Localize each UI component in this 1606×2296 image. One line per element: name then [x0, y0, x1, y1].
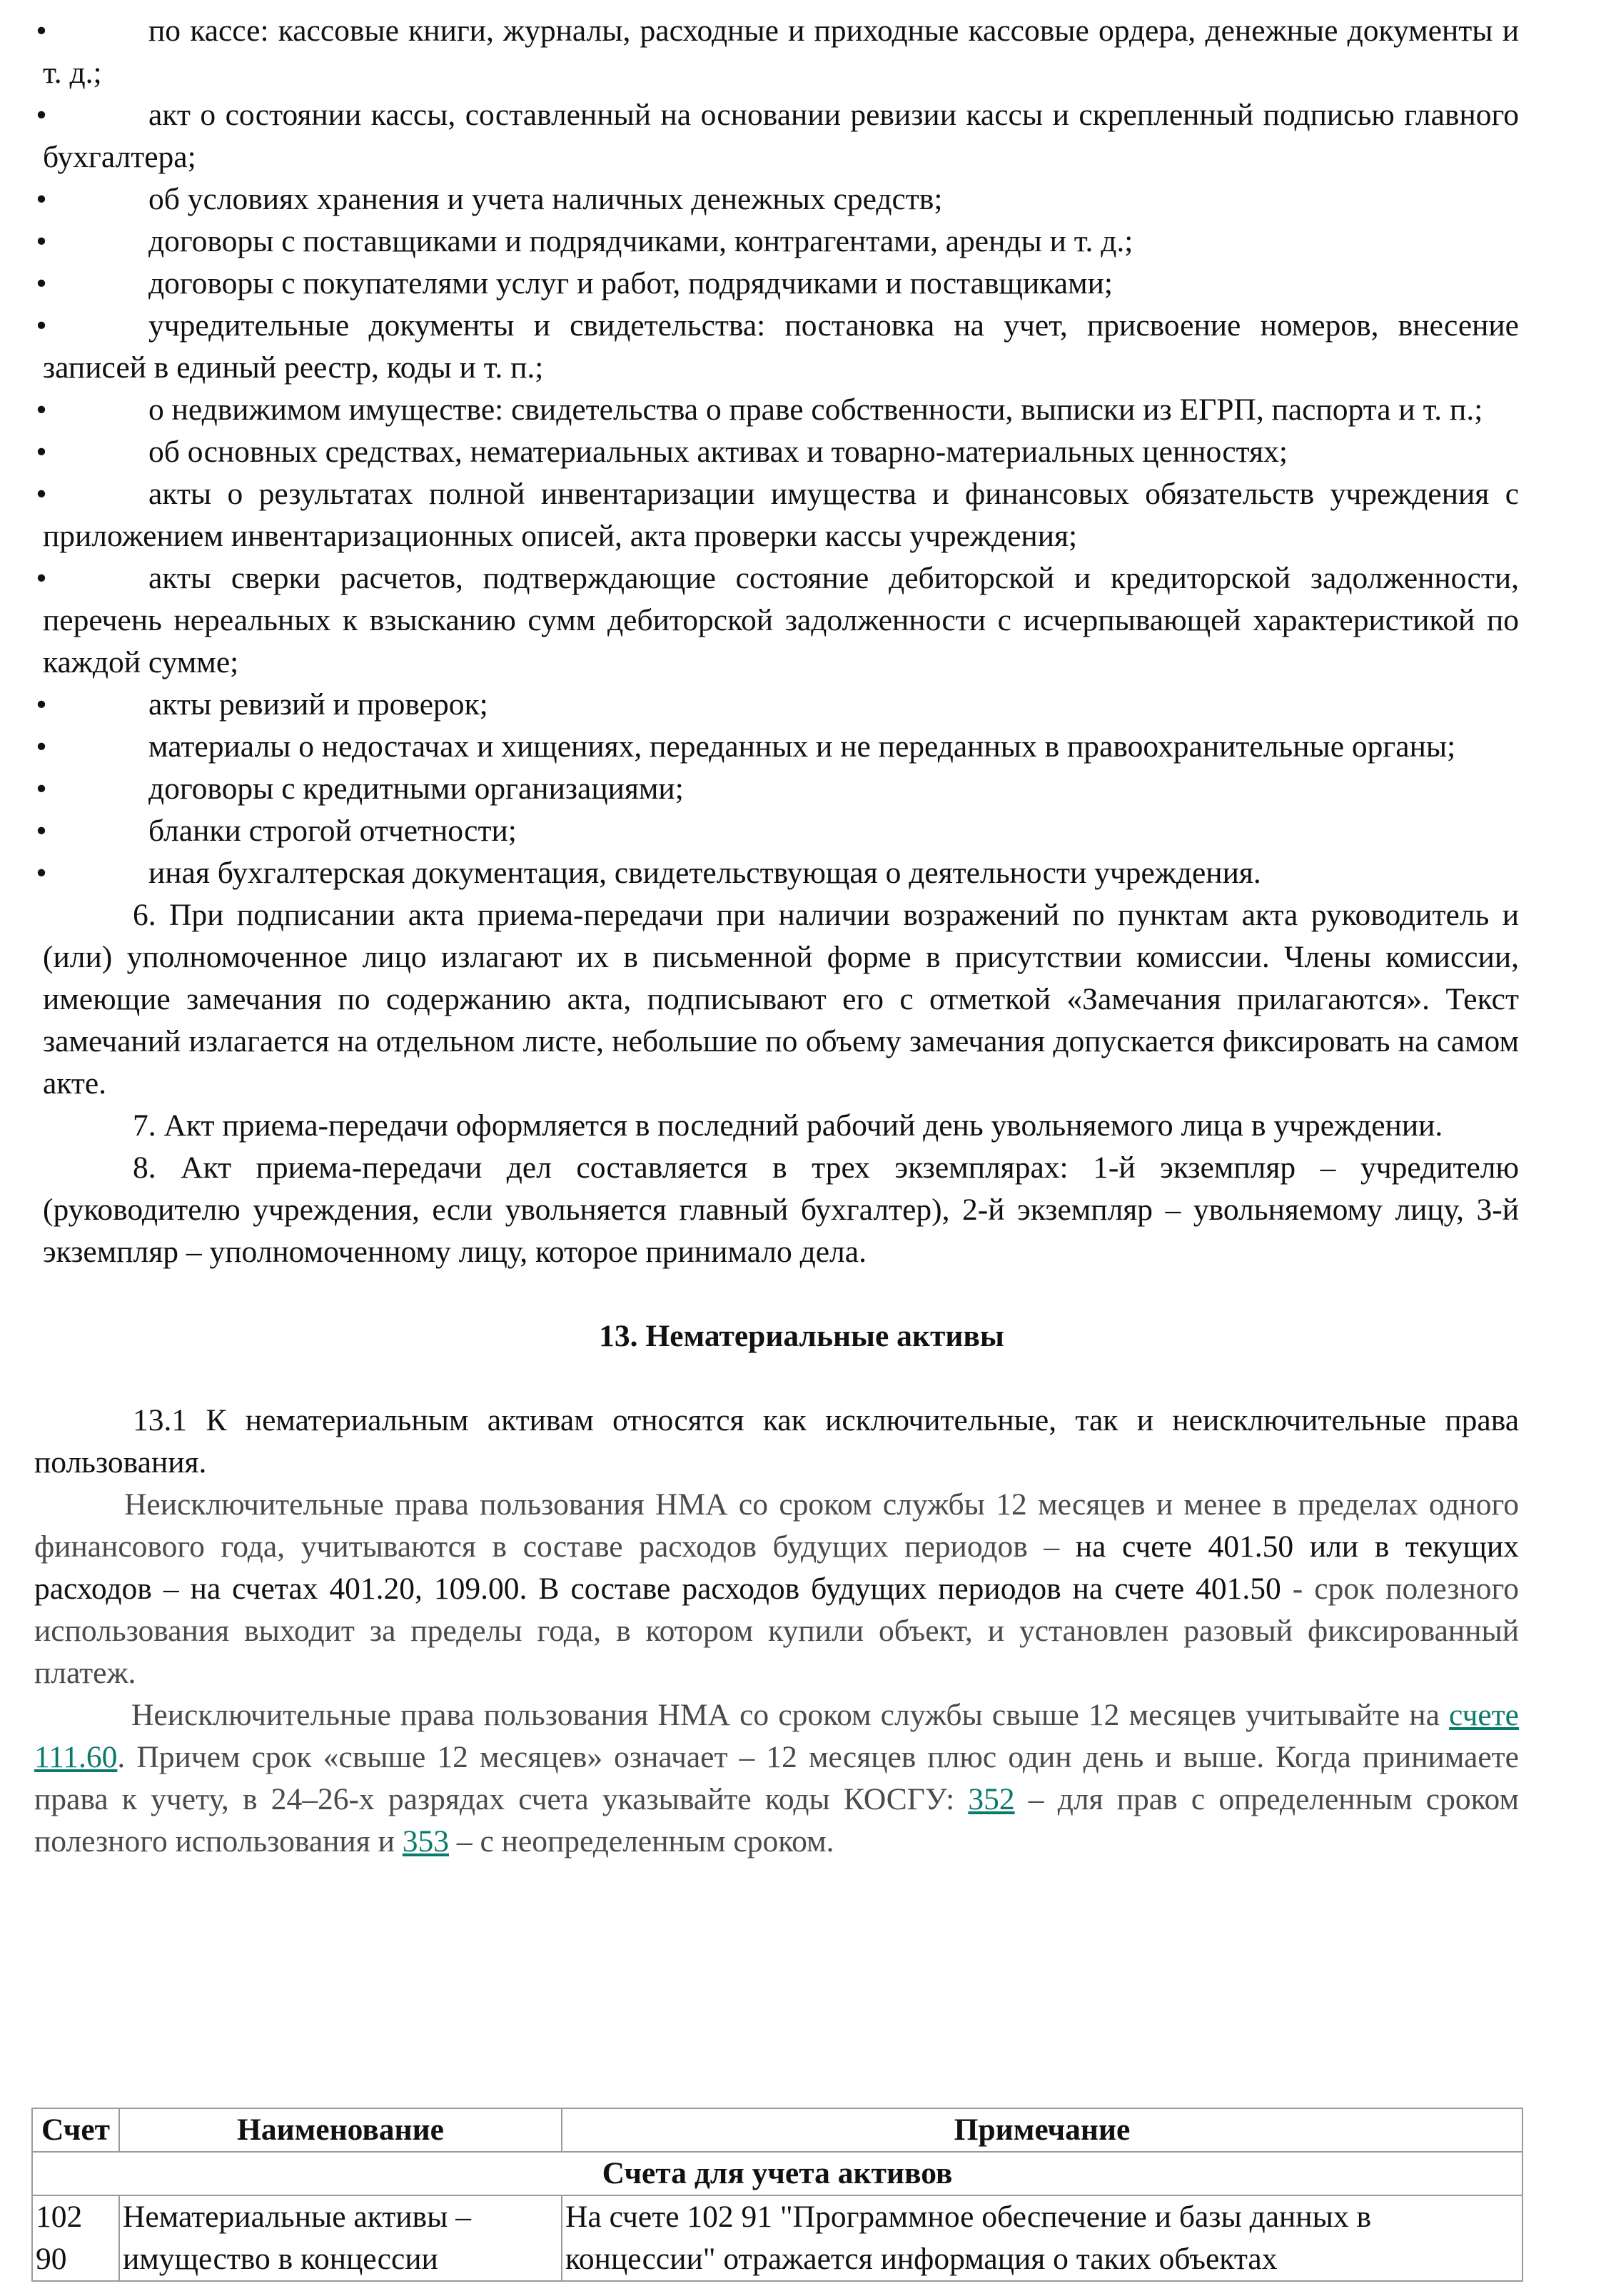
- list-item-text: [43, 810, 1519, 852]
- list-item-continuation: паспорта и т. п.;: [1271, 393, 1483, 427]
- list-item-first-line: договоры с поставщиками и подрядчиками, контрагентами, аренды и т. д.;: [148, 224, 1133, 258]
- accounts-table: [31, 2108, 1523, 2282]
- list-item-text: [43, 431, 1519, 473]
- list-item-continuation: документы и т. д.;: [43, 14, 1519, 90]
- paragraph-nonexclusive-1: [34, 1484, 1519, 1694]
- bullet-icon: •: [36, 14, 47, 48]
- nonexclusive-1-part-a: Неисключительные права пользования НМА со сроком службы 12 месяцев и менее в пределах одного финансового года, учитываются в составе расходов будущих периодов –: [34, 1487, 1519, 1564]
- list-item-first-line: иная бухгалтерская документация, свидетельствующая о деятельности учреждения.: [148, 856, 1261, 890]
- list-item-first-line: акты сверки расчетов, подтверждающие состояние дебиторской и кредиторской: [148, 561, 1291, 595]
- bullet-list: [34, 10, 1519, 894]
- list-item: [34, 305, 1519, 389]
- nonexclusive-2-part-b: . Причем срок «свыше 12 месяцев» означает – 12 месяцев плюс один день и выше. Когда принимаете права к учету, в 24–26-х разрядах счета указывайте коды КОСГУ:: [34, 1740, 1519, 1816]
- nonexclusive-2-part-a: Неисключительные права пользования НМА со сроком службы свыше 12 месяцев учитывайте на: [131, 1698, 1450, 1732]
- cell-note: На счете 102 91 "Программное обеспечение и базы данных в концессии" отражается информация о таких объектах: [562, 2195, 1522, 2281]
- bullet-icon: •: [36, 856, 47, 890]
- kosgu-352-link[interactable]: 352: [968, 1782, 1015, 1816]
- list-item-continuation: учреждения с приложением инвентаризационных описей, акта проверки кассы учреждения;: [43, 477, 1520, 553]
- list-item-first-line: об основных средствах, нематериальных активах и товарно-материальных ценностях;: [148, 435, 1288, 469]
- list-item-first-line: акты ревизий и проверок;: [148, 687, 488, 722]
- paragraph-6: 6. При подписании акта приема-передачи при наличии возражений по пунктам акта руководитель и (или) уполномоченное лицо излагают их в письменной форме в присутствии комиссии. Члены комиссии, имеющие замечания по содержанию акта, подписывают его с отметкой «Замечания прилагаются». Текст замечаний излагается на отдельном листе, небольшие по объему замечания допускается фиксировать на самом акте.: [43, 898, 1519, 1101]
- header-note: Примечание: [562, 2108, 1522, 2152]
- bullet-icon: •: [36, 561, 47, 595]
- bullet-icon: •: [36, 772, 47, 806]
- bullet-icon: •: [36, 435, 47, 469]
- paragraph-13-1: 13.1 К нематериальным активам относятся как исключительные, так и неисключительные права пользования.: [34, 1403, 1519, 1480]
- list-item: [34, 852, 1519, 894]
- nonexclusive-1-part-c: - срок полезного использования выходит за пределы года, в котором купили объект, и установлен разовый фиксированный платеж.: [34, 1572, 1519, 1690]
- paragraph-nonexclusive-2: [34, 1694, 1519, 1863]
- list-item-first-line: учредительные документы и свидетельства: постановка на учет, присвоение номеров,: [148, 308, 1379, 343]
- bullet-icon: •: [36, 477, 47, 511]
- list-item-first-line: договоры с покупателями услуг и работ, подрядчиками и поставщиками;: [148, 266, 1113, 300]
- list-item: [34, 473, 1519, 557]
- list-item-text: [43, 389, 1519, 431]
- list-item-continuation: в правоохранительные органы;: [1044, 729, 1456, 764]
- list-item: [34, 94, 1519, 178]
- list-item-text: [43, 305, 1519, 389]
- bullet-icon: •: [36, 687, 47, 722]
- list-item: [34, 810, 1519, 852]
- bullet-icon: •: [36, 182, 47, 216]
- list-item-text: [43, 178, 1519, 221]
- list-item-first-line: материалы о недостачах и хищениях, переданных и не переданных: [148, 729, 1037, 764]
- list-item-text: [43, 10, 1519, 94]
- list-item-continuation: внесение записей в единый реестр, коды и т. п.;: [43, 308, 1519, 385]
- list-item-first-line: акт о состоянии кассы, составленный на основании ревизии кассы и скрепленный: [148, 98, 1254, 132]
- list-item-text: [43, 684, 1519, 726]
- list-item: [34, 431, 1519, 473]
- list-item: [34, 178, 1519, 221]
- list-item-text: [43, 473, 1519, 557]
- list-item-first-line: бланки строгой отчетности;: [148, 814, 517, 848]
- table-header-row: [32, 2108, 1522, 2152]
- list-item: [34, 768, 1519, 810]
- list-item-first-line: акты о результатах полной инвентаризации имущества и финансовых обязательств: [148, 477, 1315, 511]
- account-111-60-link[interactable]: счете 111.60: [34, 1698, 1519, 1774]
- list-item-text: [43, 94, 1519, 178]
- list-item-first-line: об условиях хранения и учета наличных денежных средств;: [148, 182, 943, 216]
- cell-account: 102 90: [32, 2195, 119, 2281]
- list-item: [34, 10, 1519, 94]
- list-item-first-line: по кассе: кассовые книги, журналы, расходные и приходные кассовые ордера, денежные: [148, 14, 1338, 48]
- list-item-text: [43, 852, 1519, 894]
- kosgu-353-link[interactable]: 353: [402, 1824, 449, 1858]
- bullet-icon: •: [36, 393, 47, 427]
- list-item-continuation: задолженности, перечень нереальных к взысканию сумм дебиторской задолженности с исчерпывающей характеристикой по каждой сумме;: [43, 561, 1519, 679]
- list-item-first-line: договоры с кредитными организациями;: [148, 772, 684, 806]
- list-item-first-line: о недвижимом имуществе: свидетельства о праве собственности, выписки из ЕГРП,: [148, 393, 1264, 427]
- section-row-label: Счета для учета активов: [32, 2152, 1522, 2195]
- list-item: [34, 389, 1519, 431]
- bullet-icon: •: [36, 729, 47, 764]
- header-name: Наименование: [119, 2108, 562, 2152]
- table-row: [32, 2195, 1522, 2281]
- document-page: [34, 10, 1519, 1863]
- paragraph-7: 7. Акт приема-передачи оформляется в последний рабочий день увольняемого лица в учреждении.: [133, 1108, 1443, 1143]
- nonexclusive-2-part-c: – для прав с определенным сроком полезного использования и: [34, 1782, 1519, 1858]
- nonexclusive-1-part-b: на счете 401.50 или в текущих расходов – на счетах 401.20, 109.00. В составе расходов будущих периодов на счете 401.50: [34, 1529, 1519, 1606]
- bullet-icon: •: [36, 224, 47, 258]
- list-item-text: [43, 768, 1519, 810]
- section-heading: 13. Нематериальные активы: [599, 1319, 1004, 1353]
- bullet-icon: •: [36, 308, 47, 343]
- header-account: Счет: [32, 2108, 119, 2152]
- list-item: [34, 726, 1519, 768]
- paragraph-8: 8. Акт приема-передачи дел составляется в трех экземплярах: 1-й экземпляр – учредителю (руководителю учреждения, если увольняется главный бухгалтер), 2-й экземпляр – увольняемому лицу, 3-й экземпляр – уполномоченному лицу, которое принимало дела.: [43, 1150, 1519, 1269]
- list-item: [34, 221, 1519, 263]
- table-section-row: [32, 2152, 1522, 2195]
- bullet-icon: •: [36, 266, 47, 300]
- cell-name: Нематериальные активы – имущество в концессии: [119, 2195, 562, 2281]
- bullet-icon: •: [36, 814, 47, 848]
- bullet-icon: •: [36, 98, 47, 132]
- list-item-continuation: подписью главного бухгалтера;: [43, 98, 1519, 174]
- list-item: [34, 263, 1519, 305]
- list-item-text: [43, 263, 1519, 305]
- list-item-text: [43, 221, 1519, 263]
- list-item-text: [43, 557, 1519, 684]
- list-item-text: [43, 726, 1519, 768]
- list-item: [34, 684, 1519, 726]
- list-item: [34, 557, 1519, 684]
- nonexclusive-2-part-d: – с неопределенным сроком.: [448, 1824, 834, 1858]
